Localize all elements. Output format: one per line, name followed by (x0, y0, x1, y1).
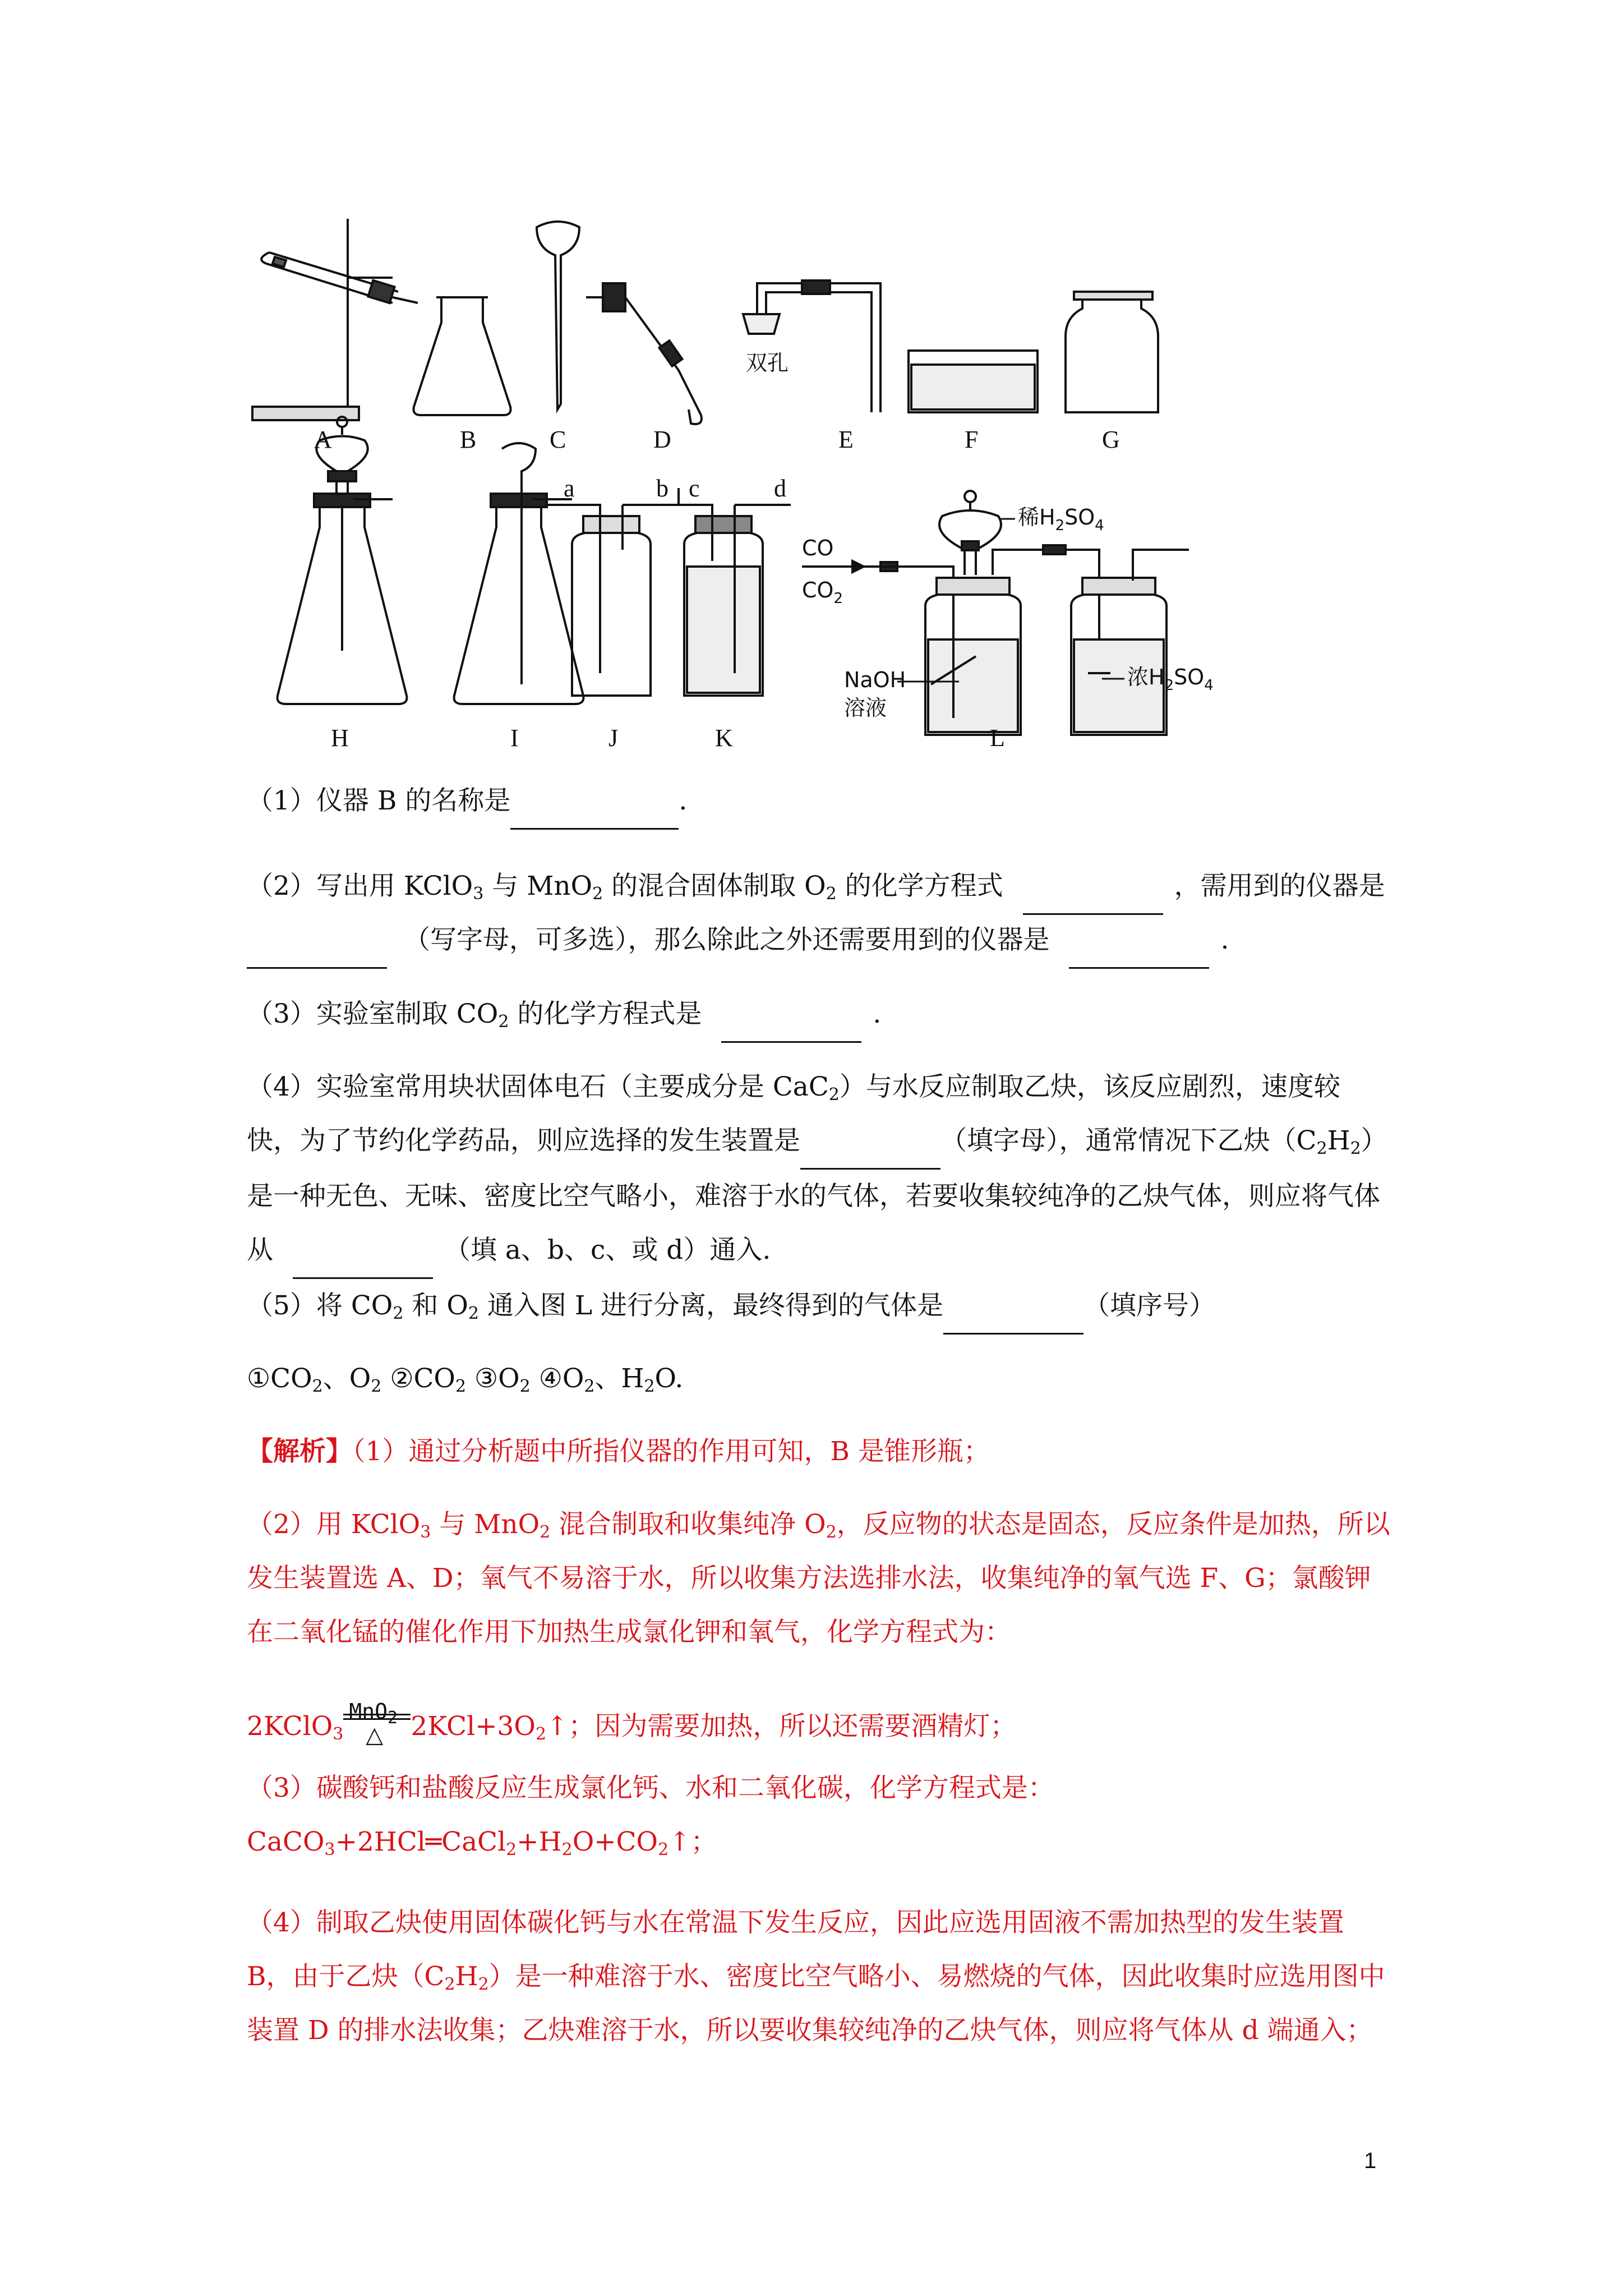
label-conc-h2so4: 浓$H_2SO_4$ (1127, 665, 1214, 694)
label-c: C (550, 426, 566, 453)
apparatus-b-conical-flask (414, 297, 511, 415)
blank-2a (1023, 859, 1163, 915)
blank-2c (1069, 913, 1209, 969)
gas-co: CO (802, 536, 834, 560)
label-e-two-hole: 双孔 (746, 351, 789, 375)
apparatus-h-separatory-flask (278, 417, 407, 704)
question-3: （3）实验室制取 $CO_2$ 的化学方程式是 . (247, 987, 1391, 1043)
apparatus-f-water-trough (909, 351, 1038, 412)
question-4: （4）实验室常用块状固体电石（主要成分是 CaC$_2$）与水反应制取乙炔，该反应剧烈，速度较快，为了节约化学药品，则应选择的发生装置是 （填字母），通常情况下乙炔$(C_2H_2)$是一种无色、无味、密度比空气略小，难溶于水的气体，若要收集较纯净的乙炔气体，则应将气体从 （填 a、b、c、或 d）通入. (247, 1060, 1391, 1279)
blank-3 (721, 987, 861, 1043)
analysis-tag: 【解析】 (247, 1436, 352, 1467)
port-a: a (564, 475, 575, 502)
apparatus-j-bottle (547, 488, 679, 696)
analysis-2-equation: 2KClO$_3$ MnO$_2$ △ $2KCl+3O_2↑$；因为需要加热，所以还需要酒精灯； (247, 1699, 1017, 1748)
question-2-line-2: （写字母，可多选），那么除此之外还需要用到的仪器是 . (247, 913, 1391, 969)
apparatus-g-gas-bottle (1066, 292, 1158, 412)
apparatus-a-iron-stand (252, 219, 418, 420)
blank-1 (510, 774, 679, 830)
port-d: d (774, 475, 786, 502)
label-d: D (653, 426, 671, 453)
label-e: E (838, 426, 854, 453)
label-b: B (460, 426, 477, 453)
apparatus-e-delivery-tube (743, 280, 880, 412)
gas-co2: $CO_2$ (802, 578, 843, 607)
page-number: 1 (1364, 2148, 1377, 2173)
apparatus-d-bent-tube (586, 283, 702, 424)
apparatus-k-bottle (659, 505, 791, 696)
label-h: H (331, 724, 349, 752)
analysis-2: （2）用 KClO$_3$ 与 MnO$_2$ 混合制取和收集纯净 $O_2$，反应物的状态是固态，反应条件是加热，所以发生装置选 A、D；氧气不易溶于水，所以收集方法选排水法，收集纯净的氧气选 F、G；氯酸钾在二氧化锰的催化作用下加热生成氯化钾和氧气，化学方程式为： (247, 1509, 1390, 1648)
port-b: b (656, 475, 668, 502)
label-a: A (314, 426, 332, 453)
label-f: F (965, 426, 979, 453)
equation-condition: MnO$_2$ △ (343, 1729, 411, 1735)
question-5: （5）将 $CO_2$ 和 $O_2$ 通入图 L 进行分离，最终得到的气体是 （填序号） (247, 1279, 1391, 1335)
blank-4a (800, 1114, 940, 1170)
label-naoh: NaOH (844, 668, 906, 692)
label-g: G (1102, 426, 1120, 453)
analysis-1: 【解析】（1）通过分析题中所指仪器的作用可知，B 是锥形瓶； (247, 1436, 990, 1467)
question-5-options: $①CO_2$、$O_2$ $②CO_2$ $③O_2$ $④O_2$、$H_2O$. (247, 1363, 684, 1396)
question-1: （1）仪器 B 的名称是 . (247, 774, 1391, 830)
label-l: L (990, 724, 1005, 752)
blank-5 (943, 1279, 1083, 1335)
port-c: c (689, 475, 700, 502)
apparatus-c-funnel (537, 222, 579, 409)
apparatus-figure (236, 213, 1214, 763)
blank-2b (247, 913, 387, 969)
analysis-4: （4）制取乙炔使用固体碳化钙与水在常温下发生反应，因此应选用固液不需加热型的发生装置 B，由于乙炔$(C_2H_2)$是一种难溶于水、密度比空气略小、易燃烧的气体，因此收集时应选用图中装置 D 的排水法收集；乙炔难溶于水，所以要收集较纯净的乙炔气体，则应将气体从 d 端通入； (247, 1907, 1385, 2046)
analysis-3: （3）碳酸钙和盐酸反应生成氯化钙、水和二氧化碳，化学方程式是：$CaCO_3+2HCl═CaCl_2+H_2O+CO_2↑$； (247, 1773, 1054, 1860)
label-naoh-solution: 溶液 (844, 696, 887, 720)
label-i: I (510, 724, 519, 752)
label-k: K (715, 724, 733, 752)
label-j: J (608, 724, 619, 752)
question-2-line-1: （2）写出用 KClO$_3$ 与 MnO$_2$ 的混合固体制取 $O_2$ 的化学方程式 ，需用到的仪器是 (247, 859, 1391, 915)
label-dilute-h2so4: 稀$H_2SO_4$ (1018, 505, 1104, 534)
blank-4b (293, 1223, 433, 1279)
